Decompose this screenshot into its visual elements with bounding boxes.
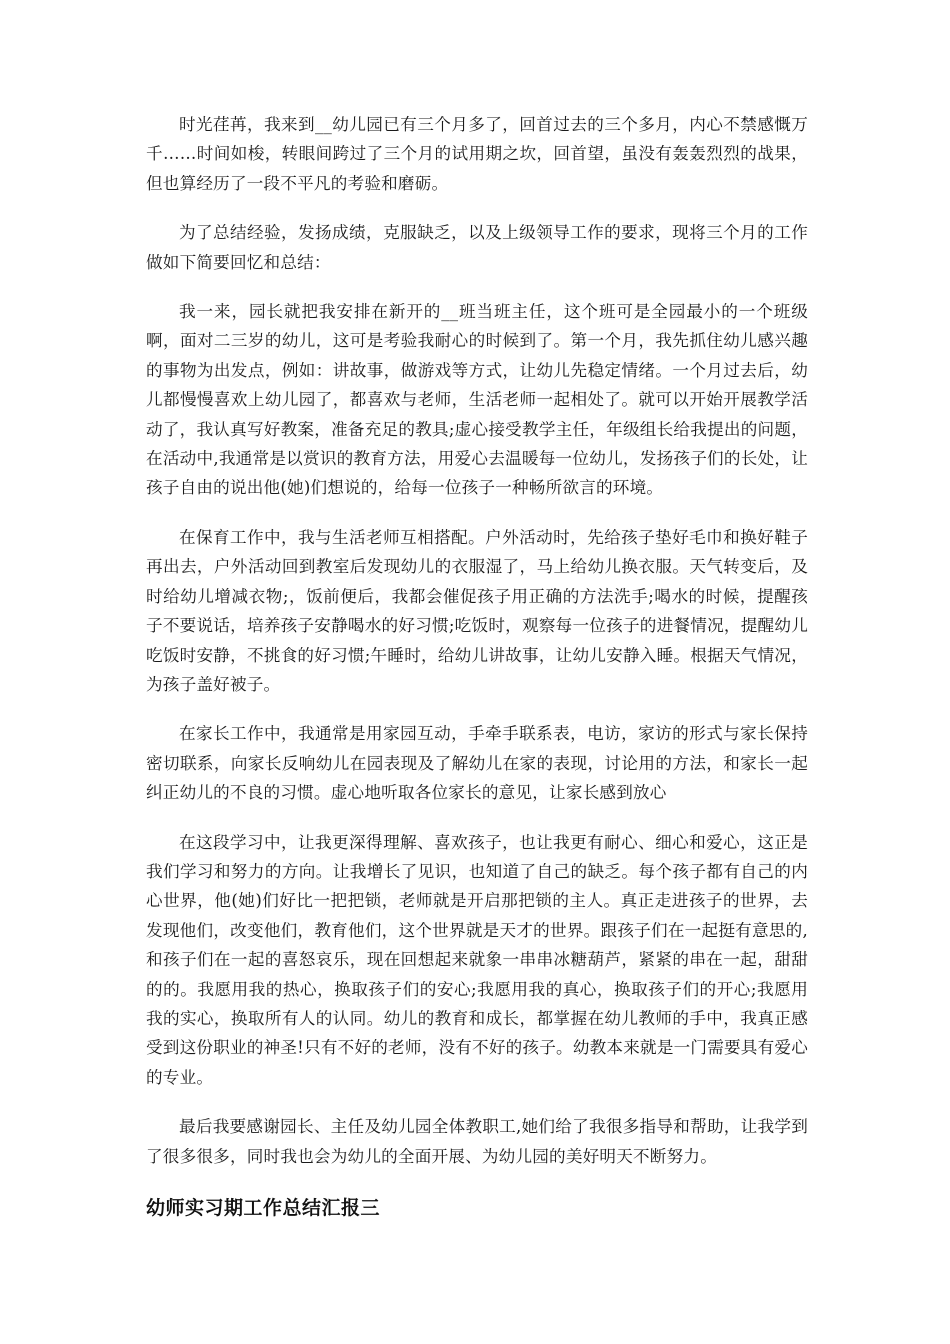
paragraph-summary-purpose: 为了总结经验，发扬成绩，克服缺乏，以及上级领导工作的要求，现将三个月的工作做如下简要回忆和总结： — [146, 223, 808, 272]
document-body — [146, 110, 808, 1223]
paragraph-class-teacher: 我一来，园长就把我安排在新开的__班当班主任，这个班可是全园最小的一个班级啊，面对二三岁的幼儿，这可是考验我耐心的时候到了。第一个月，我先抓住幼儿感兴趣的事物为出发点，例如：讲故事，做游戏等方式，让幼儿先稳定情绪。一个月过去后，幼儿都慢慢喜欢上幼儿园了，都喜欢与老师，生活老师一起相处了。就可以开始开展教学活动了，我认真写好教案，准备充足的教具;虚心接受教学主任，年级组长给我提出的问题，在活动中,我通常是以赏识的教育方法，用爱心去温暖每一位幼儿，发扬孩子们的长处，让孩子自由的说出他(她)们想说的，给每一位孩子一种畅所欲言的环境。 — [146, 302, 808, 498]
paragraph-learning-reflection: 在这段学习中，让我更深得理解、喜欢孩子，也让我更有耐心、细心和爱心，这正是我们学习和努力的方向。让我增长了见识，也知道了自己的缺乏。每个孩子都有自己的内心世界，他(她)们好比一把把锁，老师就是开启那把锁的主人。真正走进孩子的世界，去发现他们，改变他们，教育他们，这个世界就是天才的世界。跟孩子们在一起挺有意思的,和孩子们在一起的喜怒哀乐，现在回想起来就象一串串冰糖葫芦，紧紧的串在一起，甜甜的的。我愿用我的热心，换取孩子们的安心;我愿用我的真心，换取孩子们的开心;我愿用我的实心，换取所有人的认同。幼儿的教育和成长，都掌握在幼儿教师的手中，我真正感受到这份职业的神圣!只有不好的老师，没有不好的孩子。幼教本来就是一门需要具有爱心的专业。 — [146, 832, 808, 1087]
section-heading: 幼师实习期工作总结汇报三 — [146, 1197, 381, 1219]
paragraph-childcare-work: 在保育工作中，我与生活老师互相搭配。户外活动时，先给孩子垫好毛巾和换好鞋子再出去，户外活动回到教室后发现幼儿的衣服湿了，马上给幼儿换衣服。天气转变后，及时给幼儿增减衣物;，饭前便后，我都会催促孩子用正确的方法洗手;喝水的时候，提醒孩子不要说话，培养孩子安静喝水的好习惯;吃饭时，观察每一位孩子的进餐情况，提醒幼儿吃饭时安静，不挑食的好习惯;午睡时，给幼儿讲故事，让幼儿安静入睡。根据天气情况，为孩子盖好被子。 — [146, 527, 808, 694]
paragraph-intro: 时光荏苒，我来到__幼儿园已有三个月多了，回首过去的三个多月，内心不禁感慨万千……时间如梭，转眼间跨过了三个月的试用期之坎，回首望，虽没有轰轰烈烈的战果，但也算经历了一段不平凡的考验和磨砺。 — [146, 115, 808, 193]
paragraph-thanks: 最后我要感谢园长、主任及幼儿园全体教职工,她们给了我很多指导和帮助，让我学到了很多很多，同时我也会为幼儿的全面开展、为幼儿园的美好明天不断努力。 — [146, 1117, 808, 1166]
paragraph-parent-work: 在家长工作中，我通常是用家园互动，手牵手联系表，电访，家访的形式与家长保持密切联系，向家长反响幼儿在园表现及了解幼儿在家的表现，讨论用的方法，和家长一起纠正幼儿的不良的习惯。虚心地听取各位家长的意见，让家长感到放心 — [146, 724, 808, 803]
